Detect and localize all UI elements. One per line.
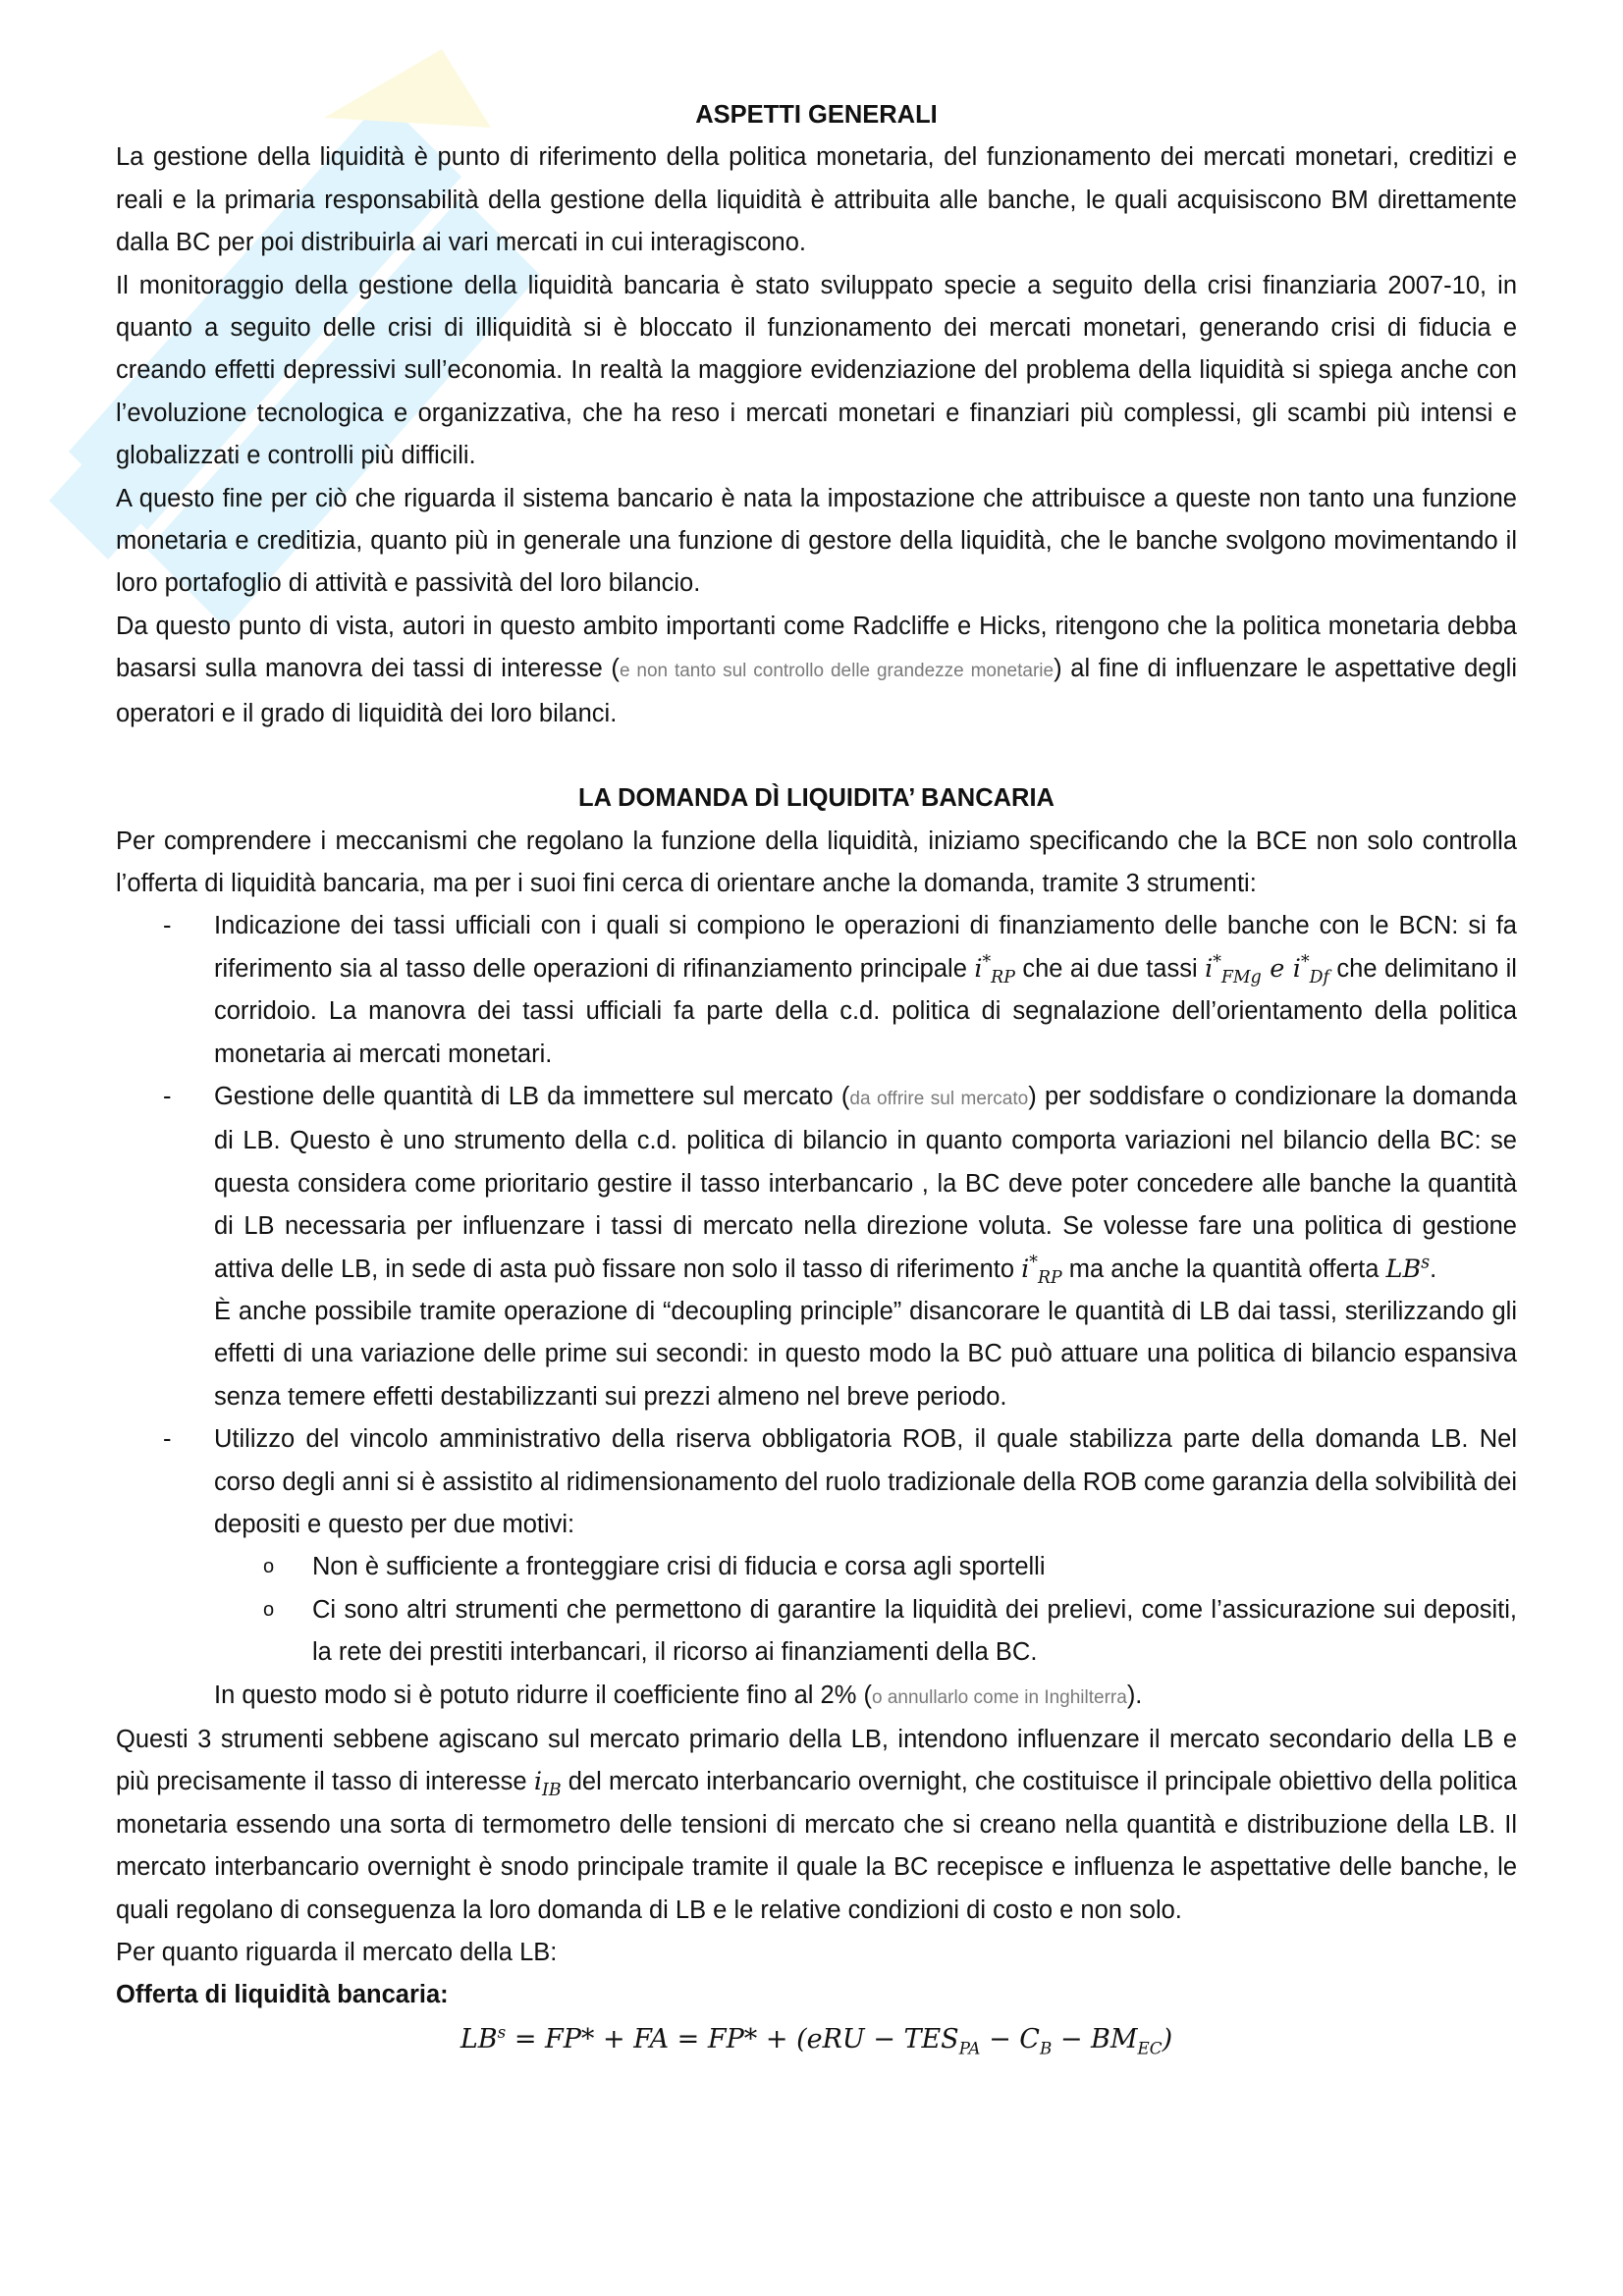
list-item-riserva-obbligatoria xyxy=(116,1418,1517,1546)
item1-text-b: che ai due tassi xyxy=(1022,954,1198,983)
math-i-rp-2: $i^*_{RP}$ xyxy=(1021,1253,1062,1288)
sub-item-2-text: Ci sono altri strumenti che permettono di garantire la liquidità dei prelievi, come l’assicurazione sui depositi, la rete dei prestiti interbancari, il ricorso ai finanziamenti della BC. xyxy=(312,1595,1517,1667)
list-bullet: - xyxy=(163,1082,172,1110)
item2-text-b: ) per soddisfare o condizionare la domanda di LB. Questo è uno strumento della c.d. politica di bilancio in quanto comporta variazioni nel bilancio della BC: se questa considera come prioritario gestire il tasso interbancario , la BC deve poter concedere alle banche la quantità di LB necessaria per influenzare i tassi di mercato nella direzione voluta. Se volesse fare una politica di gestione attiva delle LB, in sede di asta può fissare non solo il tasso di riferimento xyxy=(214,1082,1518,1283)
list-item-gestione-quantita xyxy=(116,1076,1517,1418)
list-item-tassi-ufficiali xyxy=(116,905,1517,1076)
sub-item-1-text: Non è sufficiente a fronteggiare crisi di fiducia e corsa agli sportelli xyxy=(312,1553,1046,1581)
paragraph-coefficiente xyxy=(116,1675,1517,1719)
paragraph-3: A questo fine per ciò che riguarda il sistema bancario è nata la impostazione che attribuisce a queste non tanto una funzione monetaria e creditizia, quanto più in generale una funzione di gestore della liquidità, che le banche svolgono movimentando il loro portafoglio di attività e passività del loro bilancio. xyxy=(116,484,1517,598)
paragraph-1: La gestione della liquidità è punto di riferimento della politica monetaria, del funzionamento dei mercati monetari, creditizi e reali e la primaria responsabilità della gestione della liquidità è attribuita alle banche, le quali acquisiscono BM direttamente dalla BC per poi distribuirla ai vari mercati in cui interagiscono. xyxy=(116,143,1517,257)
paragraph-4-text-b: ) al fine di influenzare le aspettative degli operatori e il grado di liquidità dei loro bilanci. xyxy=(116,655,1517,727)
summary-text-a: Questi 3 strumenti sebbene agiscano sul mercato primario della LB, intendono influenzare il mercato secondario della LB e più precisamente il tasso di interesse xyxy=(116,1726,1517,1796)
coefficiente-text-a: In questo modo si è potuto ridurre il coefficiente fino al 2% ( xyxy=(214,1681,872,1709)
item1-text-a: Indicazione dei tassi ufficiali con i quali si compiono le operazioni di finanziamento delle banche con le BCN: si fa riferimento sia al tasso delle operazioni di rifinanziamento principale xyxy=(214,912,1517,983)
item2-aside: da offrire sul mercato xyxy=(849,1088,1029,1109)
math-i-rp: $i^*_{RP}$ xyxy=(974,952,1015,988)
paragraph-2: Il monitoraggio della gestione della liquidità bancaria è stato sviluppato specie a seguito della crisi finanziaria 2007-10, in quanto a seguito delle crisi di illiquidità si è bloccato il funzionamento dei mercati monetari, generando crisi di fiducia e creando effetti depressivi sull’economia. In realtà la maggiore evidenziazione del problema della liquidità si spiega anche con l’evoluzione tecnologica e organizzativa, che ha reso i mercati monetari e finanziari più complessi, gli scambi più intensi e globalizzati e controlli più difficili. xyxy=(116,271,1517,470)
coefficiente-text-b: ). xyxy=(1126,1681,1143,1709)
motivi-sublist xyxy=(116,1546,1517,1674)
item1-text-c: che delimitano il corridoio. La manovra dei tassi ufficiali fa parte della c.d. politica di segnalazione dell’orientamento della politica monetaria ai mercati monetari. xyxy=(214,954,1517,1068)
list-bullet: - xyxy=(163,912,172,940)
formula-offerta-lb: $LB^s = FP*$ + FA = $FP* + (eRU - TES_{PA} - C_B - BM_{EC})$ xyxy=(460,2021,1173,2058)
paragraph-4-text-a: Da questo punto di vista, autori in questo ambito importanti come Radcliffe e Hicks, ritengono che la politica monetaria debba basarsi sulla manovra dei tassi di interesse ( xyxy=(116,612,1517,683)
summary-text-b: del mercato interbancario overnight, che costituisce il principale obiettivo della politica monetaria essendo una sorta di termometro delle tensioni di mercato che si creano nella quantità e distribuzione della LB. Il mercato interbancario overnight è snodo principale tramite il quale la BC recepisce e influenza le aspettative delle banche, le quali regolano di conseguenza la loro domanda di LB e le relative condizioni di costo e non solo. xyxy=(116,1768,1517,1924)
sub-bullet: o xyxy=(263,1556,275,1578)
sub-item-2 xyxy=(214,1589,1517,1675)
heading-aspetti-generali: ASPETTI GENERALI xyxy=(695,101,938,129)
heading-domanda-liquidita: LA DOMANDA DÌ LIQUIDITA’ BANCARIA xyxy=(578,784,1055,813)
paragraph-mercato-lb: Per quanto riguarda il mercato della LB: xyxy=(116,1939,558,1967)
item2-text-a: Gestione delle quantità di LB da immettere sul mercato ( xyxy=(214,1082,850,1110)
item3-text: Utilizzo del vincolo amministrativo della riserva obbligatoria ROB, il quale stabilizza parte della domanda LB. Nel corso degli anni si è assistito al ridimensionamento del ruolo tradizionale della ROB come garanzia della solvibilità dei depositi e questo per due motivi: xyxy=(214,1425,1517,1538)
sub-item-1 xyxy=(214,1546,1517,1588)
sub-bullet: o xyxy=(263,1598,275,1621)
math-i-fmg-e-i-df: $i^*_{FMg}$ e $i^*_{Df}$ xyxy=(1205,952,1329,988)
item2-text-d: . xyxy=(1430,1255,1437,1283)
document-body xyxy=(116,94,1517,2062)
paragraph-4 xyxy=(116,606,1517,735)
heading-offerta-liquidita: Offerta di liquidità bancaria: xyxy=(116,1981,449,2009)
strumenti-list xyxy=(116,905,1517,1546)
paragraph-summary xyxy=(116,1719,1517,1932)
math-i-ib: $i_{IB}$ xyxy=(533,1767,562,1801)
item2-paragraph-decoupling: È anche possibile tramite operazione di “decoupling principle” disancorare le quantità di LB dai tassi, sterilizzando gli effetti di una variazione delle prime sui secondi: in questo modo la BC può attuare una politica di bilancio espansiva senza temere effetti destabilizzanti sui prezzi almeno nel breve periodo. xyxy=(214,1297,1517,1411)
coefficiente-aside: o annullarlo come in Inghilterra xyxy=(872,1686,1127,1708)
list-bullet: - xyxy=(163,1425,172,1454)
math-lb-s: $LB^s$ xyxy=(1385,1253,1431,1284)
item2-text-c: ma anche la quantità offerta xyxy=(1068,1255,1380,1283)
paragraph-intro: Per comprendere i meccanismi che regolano la funzione della liquidità, iniziamo specificando che la BCE non solo controlla l’offerta di liquidità bancaria, ma per i suoi fini cerca di orientare anche la domanda, tramite 3 strumenti: xyxy=(116,827,1517,897)
paragraph-4-aside: e non tanto sul controllo delle grandezze monetarie xyxy=(619,661,1055,682)
section-gap xyxy=(116,735,1517,777)
